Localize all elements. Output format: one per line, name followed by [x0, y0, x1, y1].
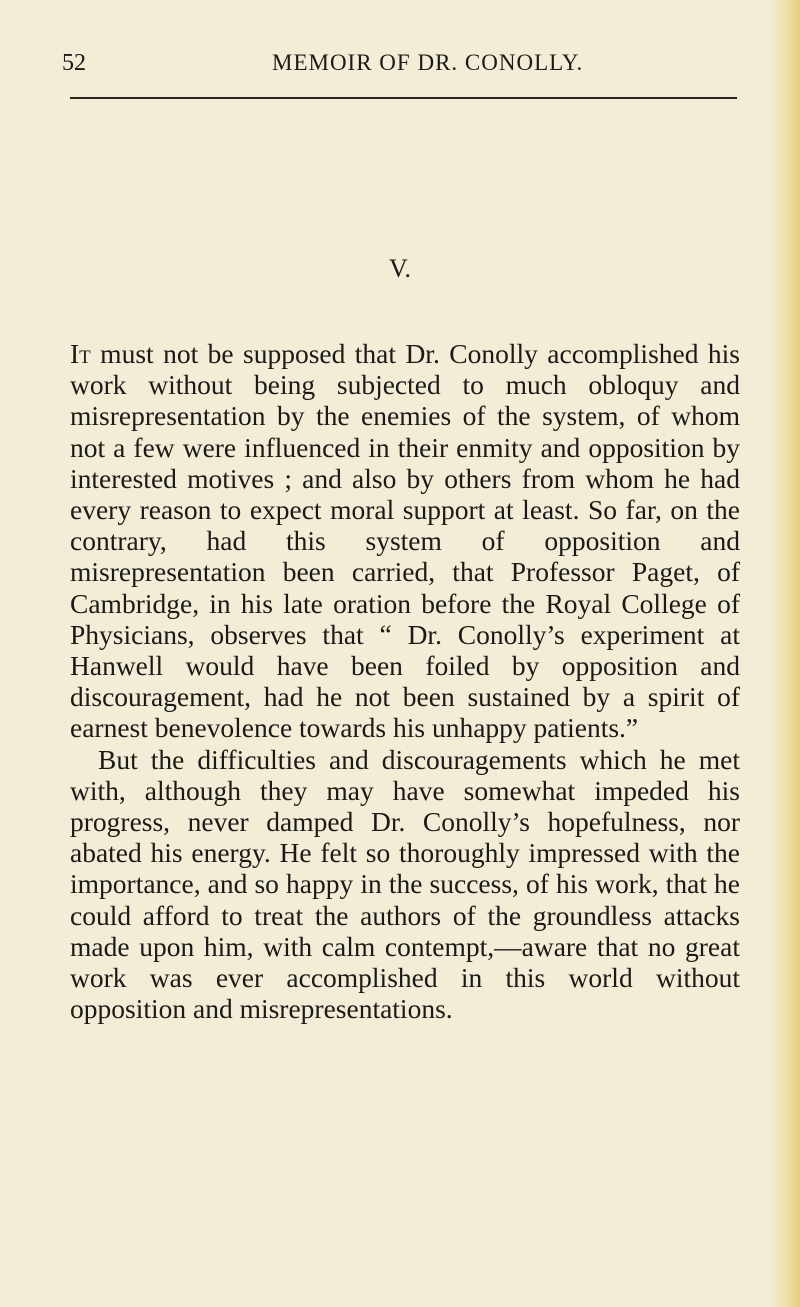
section-numeral: V.: [389, 254, 411, 283]
running-title: MEMOIR OF DR. CONOLLY.: [272, 50, 584, 75]
header-rule: [70, 97, 737, 99]
page-edge-tint: [770, 0, 800, 1307]
paragraph-1-text: must not be supposed that Dr. Conolly accomplished his work without being subjected to much obloquy and misrepresentation by the enemies of the system, of whom not a few were influenced in their enmity and opposition by interested motives ; and also by others from whom he had every reason to expect moral support at least. So far, on the contrary, had this system of opposition and misrepresentation been carried, that Professor Paget, of Cambridge, in his late oration before the Royal College of Physicians, observes that “ Dr. Conolly’s experiment at Hanwell would have been foiled by opposition and discouragement, had he not been sustained by a spirit of earnest benevolence towards his unhappy patients.”: [70, 338, 740, 744]
page-number: 52: [62, 50, 86, 76]
paragraph-1-lead: It: [70, 338, 91, 369]
paragraph-2: But the difficulties and discouragements which he met with, although they may have somewhat impeded his progress, never damped Dr. Conolly’s hopefulness, nor abated his energy. He felt so thoroughly impressed with the importance, and so happy in the success, of his work, that he could afford to treat the authors of the groundless attacks made upon him, with calm contempt,—aware that no great work was ever accomplished in this world without opposition and misrepresentations.: [70, 743, 740, 1025]
running-head: [62, 50, 762, 86]
body-text: [70, 338, 740, 1024]
paragraph-1: [70, 338, 740, 744]
